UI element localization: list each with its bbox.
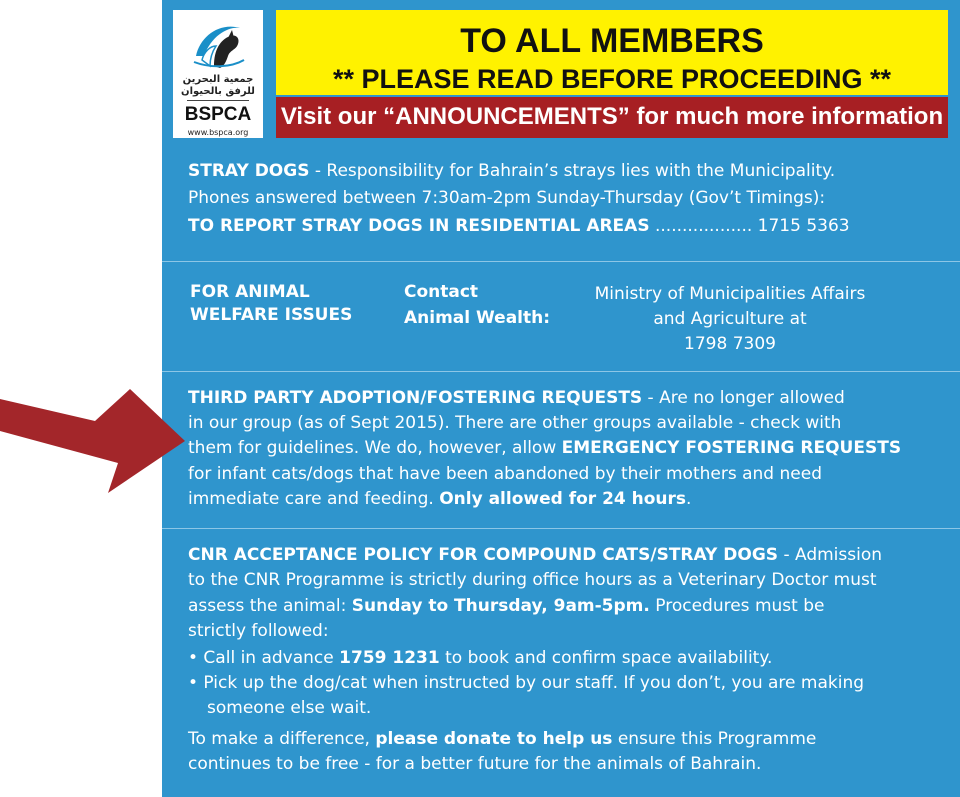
adoption-line1: THIRD PARTY ADOPTION/FOSTERING REQUESTS - Are no longer allowed xyxy=(188,388,845,408)
adoption-line5: immediate care and feeding. Only allowed for 24 hours. xyxy=(188,489,692,509)
report-phone: 1715 5363 xyxy=(757,216,850,236)
cnr-heading: CNR ACCEPTANCE POLICY FOR COMPOUND CATS/STRAY DOGS xyxy=(188,545,779,565)
page-subtitle: ** PLEASE READ BEFORE PROCEEDING ** xyxy=(332,64,892,94)
contact-label-line2: Animal Wealth: xyxy=(404,308,551,328)
logo-arabic-name-line2: للرفق بالحيوان xyxy=(181,86,255,97)
cnr-line3: assess the animal: Sunday to Thursday, 9am-5pm. Procedures must be xyxy=(188,596,825,616)
cnr-line4: strictly followed: xyxy=(188,621,329,641)
stray-dogs-line1: STRAY DOGS - Responsibility for Bahrain’s strays lies with the Municipality. xyxy=(188,161,836,181)
cnr-line1: CNR ACCEPTANCE POLICY FOR COMPOUND CATS/STRAY DOGS - Admission xyxy=(188,545,883,565)
report-stray-label: TO REPORT STRAY DOGS IN RESIDENTIAL AREAS xyxy=(188,216,650,236)
cnr-bullet2-line1: • Pick up the dog/cat when instructed by our staff. If you don’t, you are making xyxy=(188,673,865,693)
logo-arabic-name-line1: جمعية البحرين xyxy=(182,74,254,85)
adoption-line3: them for guidelines. We do, however, allow EMERGENCY FOSTERING REQUESTS xyxy=(188,438,902,458)
cnr-bullet2-line2: someone else wait. xyxy=(207,698,372,718)
welfare-label-line1: FOR ANIMAL xyxy=(190,282,310,302)
ministry-phone: 1798 7309 xyxy=(684,334,776,354)
donate-line2: continues to be free - for a better future for the animals of Bahrain. xyxy=(188,754,762,774)
office-hours-text: Sunday to Thursday, 9am-5pm. xyxy=(351,596,650,616)
ministry-line2: and Agriculture at xyxy=(653,309,807,329)
adoption-heading: THIRD PARTY ADOPTION/FOSTERING REQUESTS xyxy=(188,388,643,408)
section-divider xyxy=(162,261,960,262)
cnr-bullet1: • Call in advance 1759 1231 to book and confirm space availability. xyxy=(188,648,773,668)
logo-name: BSPCA xyxy=(184,104,252,125)
welfare-label-line2: WELFARE ISSUES xyxy=(190,305,353,325)
adoption-line4: for infant cats/dogs that have been abandoned by their mothers and need xyxy=(188,464,822,484)
stray-dogs-heading: STRAY DOGS xyxy=(188,161,310,181)
announcements-banner xyxy=(276,97,948,138)
section-divider xyxy=(162,528,960,529)
donate-line1: To make a difference, please donate to help us ensure this Programme xyxy=(188,729,817,749)
logo-url: www.bspca.org xyxy=(187,128,249,137)
red-arrow-icon xyxy=(0,385,200,500)
page-title: TO ALL MEMBERS xyxy=(460,22,764,60)
stray-dogs-line2: Phones answered between 7:30am-2pm Sunday-Thursday (Gov’t Timings): xyxy=(188,188,826,208)
ministry-line1: Ministry of Municipalities Affairs xyxy=(594,284,866,304)
cnr-phone: 1759 1231 xyxy=(339,648,440,668)
contact-label-line1: Contact xyxy=(404,282,479,302)
cnr-line2: to the CNR Programme is strictly during office hours as a Veterinary Doctor must xyxy=(188,570,877,590)
stray-dogs-report-line xyxy=(188,214,850,240)
report-dots: .................. xyxy=(649,216,758,236)
emergency-fostering-text: EMERGENCY FOSTERING REQUESTS xyxy=(561,438,902,458)
bspca-logo xyxy=(173,10,263,138)
donate-text: please donate to help us xyxy=(375,729,613,749)
adoption-line2: in our group (as of Sept 2015). There are other groups available - check with xyxy=(188,413,842,433)
only-24-hours-text: Only allowed for 24 hours xyxy=(439,489,687,509)
logo-divider xyxy=(187,100,249,101)
section-divider xyxy=(162,371,960,372)
announcements-banner-text: Visit our “ANNOUNCEMENTS” for much more information xyxy=(280,103,944,130)
dog-cat-emblem-icon xyxy=(190,16,246,72)
header-yellow-banner xyxy=(276,10,948,95)
